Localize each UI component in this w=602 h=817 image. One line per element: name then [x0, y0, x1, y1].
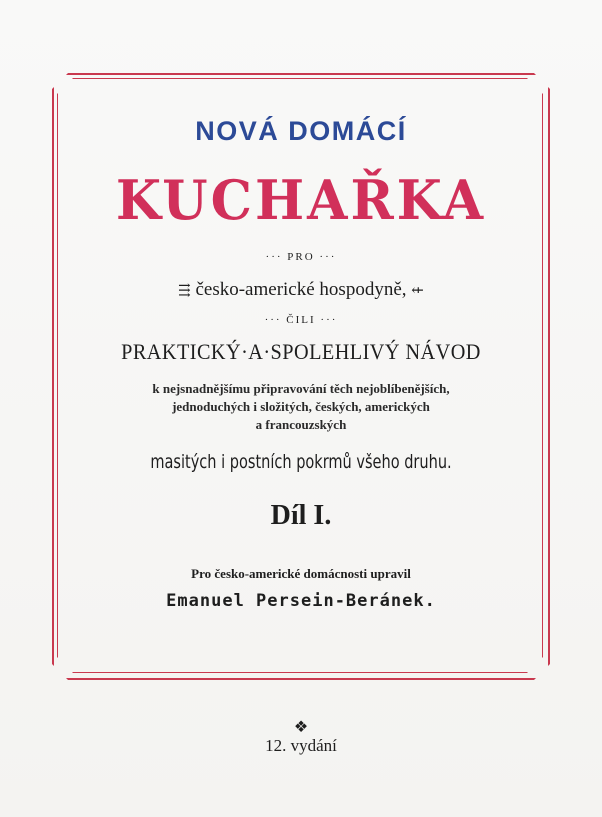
headline: PRAKTICKÝ·A·SPOLEHLIVÝ NÁVOD	[121, 339, 481, 364]
author-name: Emanuel Persein-Beránek.	[166, 591, 436, 611]
cili-label: ··· ČILI ···	[264, 314, 338, 326]
pro-label: ··· PRO ···	[265, 251, 337, 263]
part-number: Díl I.	[270, 500, 332, 531]
title-line-2: KUCHAŘKA	[115, 168, 487, 233]
description-line-1: k nejsnadnějšímu připravování těch nejoblíbenějších,	[152, 381, 450, 396]
subtitle-text: česko-americké hospodyně,	[195, 279, 407, 300]
ornament-right-icon: ⇷	[411, 283, 424, 299]
description-line-2: jednoduchých i složitých, českých, amerických	[172, 399, 430, 414]
editor-note: Pro česko-americké domácnosti upravil	[191, 566, 411, 581]
ornament-left-icon: ⇶	[178, 283, 191, 299]
edition-label: 12. vydání	[265, 736, 337, 755]
dishes-line: masitých i postních pokrmů všeho druhu.	[150, 451, 452, 473]
description-line-3: a francouzských	[255, 417, 347, 432]
title-line-1: NOVÁ DOMÁCÍ	[195, 116, 407, 146]
subtitle	[0, 279, 602, 301]
diamond-ornament-icon: ❖	[293, 719, 309, 736]
red-frame-inner	[57, 78, 543, 673]
